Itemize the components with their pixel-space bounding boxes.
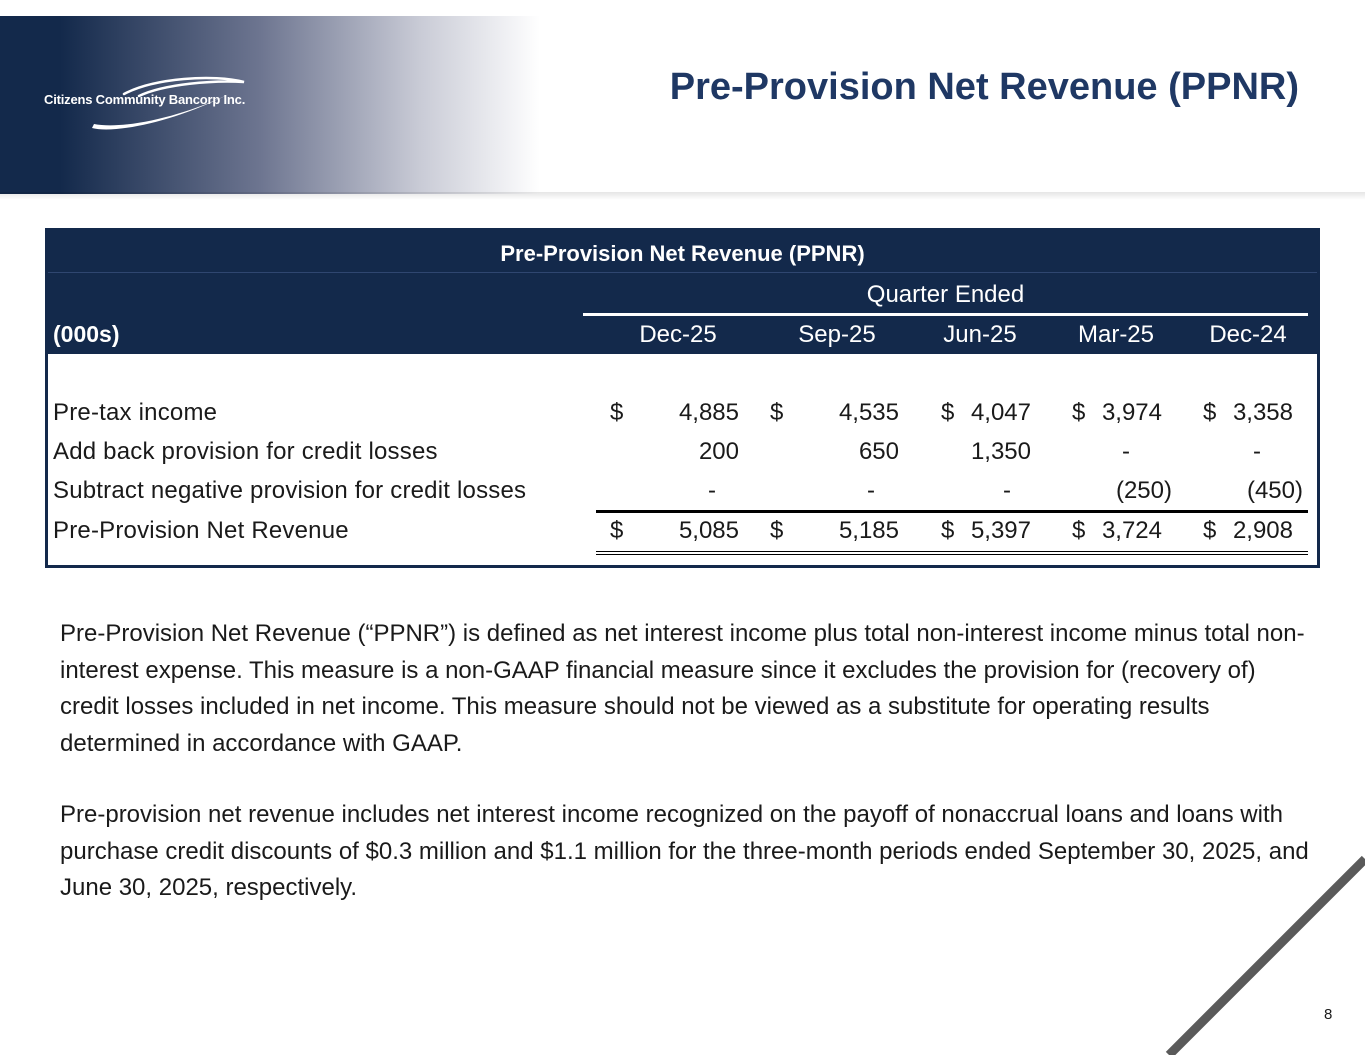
- column-header: Sep-25: [798, 321, 876, 348]
- column-header: Dec-25: [639, 321, 717, 348]
- unit-label: (000s): [53, 321, 120, 347]
- page-number: 8: [1324, 1006, 1333, 1023]
- currency-symbol: $: [941, 517, 955, 544]
- column-header: Mar-25: [1077, 321, 1155, 348]
- cell-value: -: [1003, 477, 1011, 504]
- company-logo: [44, 76, 284, 136]
- row-label: Pre-Provision Net Revenue: [53, 517, 349, 544]
- currency-symbol: $: [770, 399, 784, 426]
- cell-value: 5,085: [678, 517, 739, 544]
- header-shadow: [0, 192, 1365, 200]
- table-row: [48, 434, 1317, 472]
- cell-value: 3,724: [1101, 517, 1162, 544]
- row-label: Subtract negative provision for credit losses: [53, 477, 527, 504]
- header-divider: [48, 272, 1317, 273]
- table-row: [48, 395, 1317, 433]
- currency-symbol: $: [941, 399, 955, 426]
- cell-value: (450): [1246, 477, 1303, 504]
- cell-value: 650: [858, 438, 899, 465]
- ppnr-note-paragraph: Pre-provision net revenue includes net interest income recognized on the payoff of nonaccrual loans and loans with purchase credit discounts of $0.3 million and $1.1 million for the three-month periods ended September 30, 2025, and June 30, 2025, respectively.: [60, 801, 1309, 901]
- currency-symbol: $: [1072, 517, 1086, 544]
- currency-symbol: $: [770, 517, 784, 544]
- currency-symbol: $: [610, 399, 624, 426]
- cell-value: 3,358: [1232, 399, 1293, 426]
- ppnr-table: [45, 228, 1320, 568]
- cell-value: 4,535: [838, 399, 899, 426]
- currency-symbol: $: [1072, 399, 1086, 426]
- page-title: Pre-Provision Net Revenue (PPNR): [669, 66, 1299, 108]
- quarter-ended-underline: [583, 313, 1308, 316]
- cell-value: 3,974: [1101, 399, 1162, 426]
- cell-value: -: [1122, 438, 1130, 465]
- table-row: [48, 513, 1317, 551]
- row-label: Add back provision for credit losses: [53, 438, 438, 465]
- cell-value: 5,397: [970, 517, 1031, 544]
- logo-text: Citizens Community Bancorp Inc.: [44, 92, 246, 107]
- cell-value: -: [708, 477, 716, 504]
- cell-value: 200: [698, 438, 739, 465]
- total-double-rule: [596, 551, 1308, 552]
- quarter-ended-header: Quarter Ended: [866, 281, 1025, 308]
- cell-value: 4,885: [678, 399, 739, 426]
- column-header: Dec-24: [1209, 321, 1287, 348]
- cell-value: 2,908: [1232, 517, 1293, 544]
- cell-value: 4,047: [970, 399, 1031, 426]
- cell-value: 5,185: [838, 517, 899, 544]
- currency-symbol: $: [1203, 517, 1217, 544]
- table-row: [48, 473, 1317, 511]
- currency-symbol: $: [610, 517, 624, 544]
- total-double-rule: [596, 554, 1308, 555]
- corner-accent: [1165, 855, 1365, 1055]
- table-header: [48, 231, 1317, 354]
- ppnr-definition-paragraph: Pre-Provision Net Revenue (“PPNR”) is defined as net interest income plus total non-interest income minus total non-interest expense. This measure is a non-GAAP financial measure since it excludes the provision for (recovery of) credit losses included in net income. This measure should not be viewed as a substitute for operating results determined in accordance with GAAP.: [60, 620, 1305, 757]
- cell-value: 1,350: [970, 438, 1031, 465]
- column-header: Jun-25: [943, 321, 1017, 348]
- cell-value: -: [867, 477, 875, 504]
- cell-value: -: [1253, 438, 1261, 465]
- table-title: Pre-Provision Net Revenue (PPNR): [500, 241, 865, 266]
- row-label: Pre-tax income: [53, 399, 218, 426]
- cell-value: (250): [1115, 477, 1172, 504]
- currency-symbol: $: [1203, 399, 1217, 426]
